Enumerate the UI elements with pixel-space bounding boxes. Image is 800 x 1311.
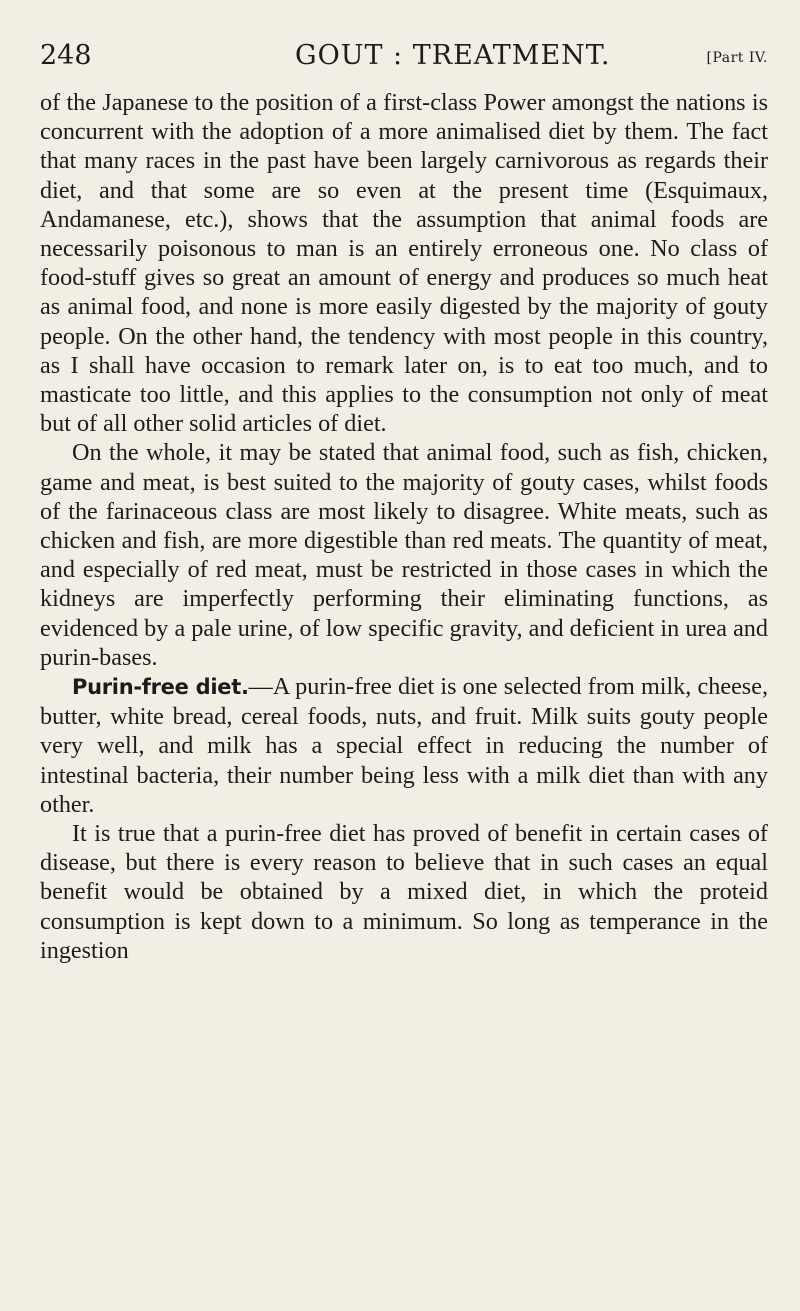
paragraph-closing: It is true that a purin-free diet has proved of benefit in certain cases of disease, but there is every reason to believe that in such cases an equal benefit would be obtained by a mixed diet, in which the proteid consumption is kept down to a minimum. So long as temperance in the ingestion — [40, 820, 768, 964]
paragraph-animal-food: On the whole, it may be stated that animal food, such as fish, chicken, game and meat, is best suited to the majority of gouty cases, whilst foods of the farinaceous class are most likely to disagree. White meats, such as chicken and fish, are more digestible than red meats. The quantity of meat, and especially of red meat, must be restricted in those cases in which the kidneys are imperfectly performing their eliminating functions, as evidenced by a pale urine, of low specific gravity, and deficient in urea and purin-bases. — [40, 439, 768, 671]
purin-free-text: —A purin-free diet is one selected from milk, cheese, butter, white bread, cereal foods, nuts, and fruit. Milk suits gouty people very well, and milk has a special effect in reducing the number of intestinal bacteria, their number being less with a milk diet than with any other. — [40, 673, 768, 818]
page-number: 248 — [40, 40, 92, 71]
purin-free-heading: Purin-free diet. — [72, 675, 249, 700]
body-text — [40, 88, 768, 965]
page-header — [40, 34, 768, 82]
paragraph-purin-free — [40, 672, 768, 819]
paragraph-continued: of the Japanese to the position of a first-class Power amongst the nations is concurrent with the adoption of a more animalised diet by them. The fact that many races in the past have been largely carnivorous as regards their diet, and that some are so even at the present time (Esquimaux, Andamanese, etc.), shows that the assumption that animal foods are necessarily poisonous to man is an entirely erroneous one. No class of food-stuff gives so great an amount of energy and produces so much heat as animal food, and none is more easily digested by the majority of gouty people. On the other hand, the tendency with most people in this country, as I shall have occasion to remark later on, is to eat too much, and to masticate too little, and this applies to the consumption not only of meat but of all other solid articles of diet. — [40, 89, 768, 438]
running-title: GOUT : TREATMENT. — [295, 40, 611, 71]
section-label: [Part IV. — [706, 50, 768, 66]
